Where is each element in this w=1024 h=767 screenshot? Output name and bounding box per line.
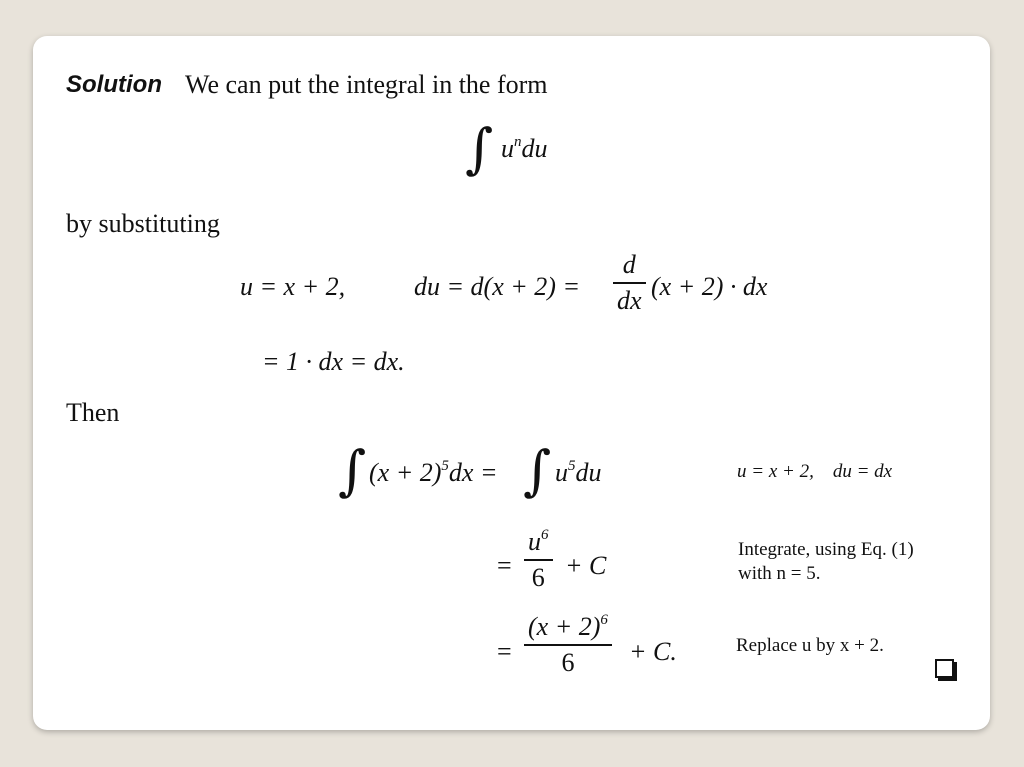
integral-lhs <box>369 460 498 486</box>
step3-num-base: (x + 2) <box>528 612 601 641</box>
form-integrand: u <box>501 134 514 163</box>
note-substitution: u = x + 2, du = dx <box>737 461 893 482</box>
substitution-u: u = x + 2, <box>240 272 346 301</box>
form-expression <box>501 136 548 162</box>
qed-box-icon <box>935 659 954 678</box>
lhs-base: (x + 2) <box>369 458 442 487</box>
step2-fraction <box>524 529 553 591</box>
substitution-line2: = 1 · dx = dx. <box>262 347 405 376</box>
step2-equals: = <box>497 551 512 580</box>
solution-intro: We can put the integral in the form <box>185 70 548 99</box>
integral-sign-lhs: ∫ <box>338 439 367 502</box>
step2-num-base: u <box>528 527 541 556</box>
rhs-exponent: 5 <box>568 458 576 474</box>
substitution-intro: by substituting <box>66 209 220 238</box>
derivative-fraction <box>613 252 646 314</box>
step3-numerator <box>524 614 612 644</box>
form-exponent: n <box>514 134 522 150</box>
note-integrate-line1: Integrate, using Eq. (1) <box>738 539 914 560</box>
form-diff: du <box>521 134 548 163</box>
derivative-denominator: dx <box>617 285 642 315</box>
then-label: Then <box>66 398 120 427</box>
note-replace: Replace u by x + 2. <box>736 635 884 656</box>
lhs-exponent: 5 <box>441 458 449 474</box>
note-integrate-line2: with n = 5. <box>738 563 821 584</box>
integral-rhs <box>555 460 602 486</box>
step2-tail: + C <box>565 551 607 580</box>
step3-tail: + C. <box>629 637 677 666</box>
derivative-numerator: d <box>622 250 636 279</box>
rhs-base: u <box>555 458 568 487</box>
substitution-rhs: (x + 2) · dx <box>651 272 768 301</box>
integral-sign: ∫ <box>465 117 494 180</box>
integral-sign-rhs: ∫ <box>523 439 552 502</box>
step3-denominator: 6 <box>561 647 575 677</box>
lhs-diff: dx = <box>448 458 498 487</box>
solution-heading: Solution <box>66 71 162 98</box>
step3-equals: = <box>497 637 512 666</box>
step2-numerator <box>524 529 553 559</box>
slide-card <box>33 36 990 730</box>
rhs-diff: du <box>575 458 602 487</box>
step3-fraction <box>524 614 612 676</box>
step2-denominator: 6 <box>531 562 545 592</box>
step3-num-exponent: 6 <box>600 612 608 628</box>
step2-num-exponent: 6 <box>541 527 549 543</box>
substitution-du: du = d(x + 2) = <box>414 272 580 301</box>
